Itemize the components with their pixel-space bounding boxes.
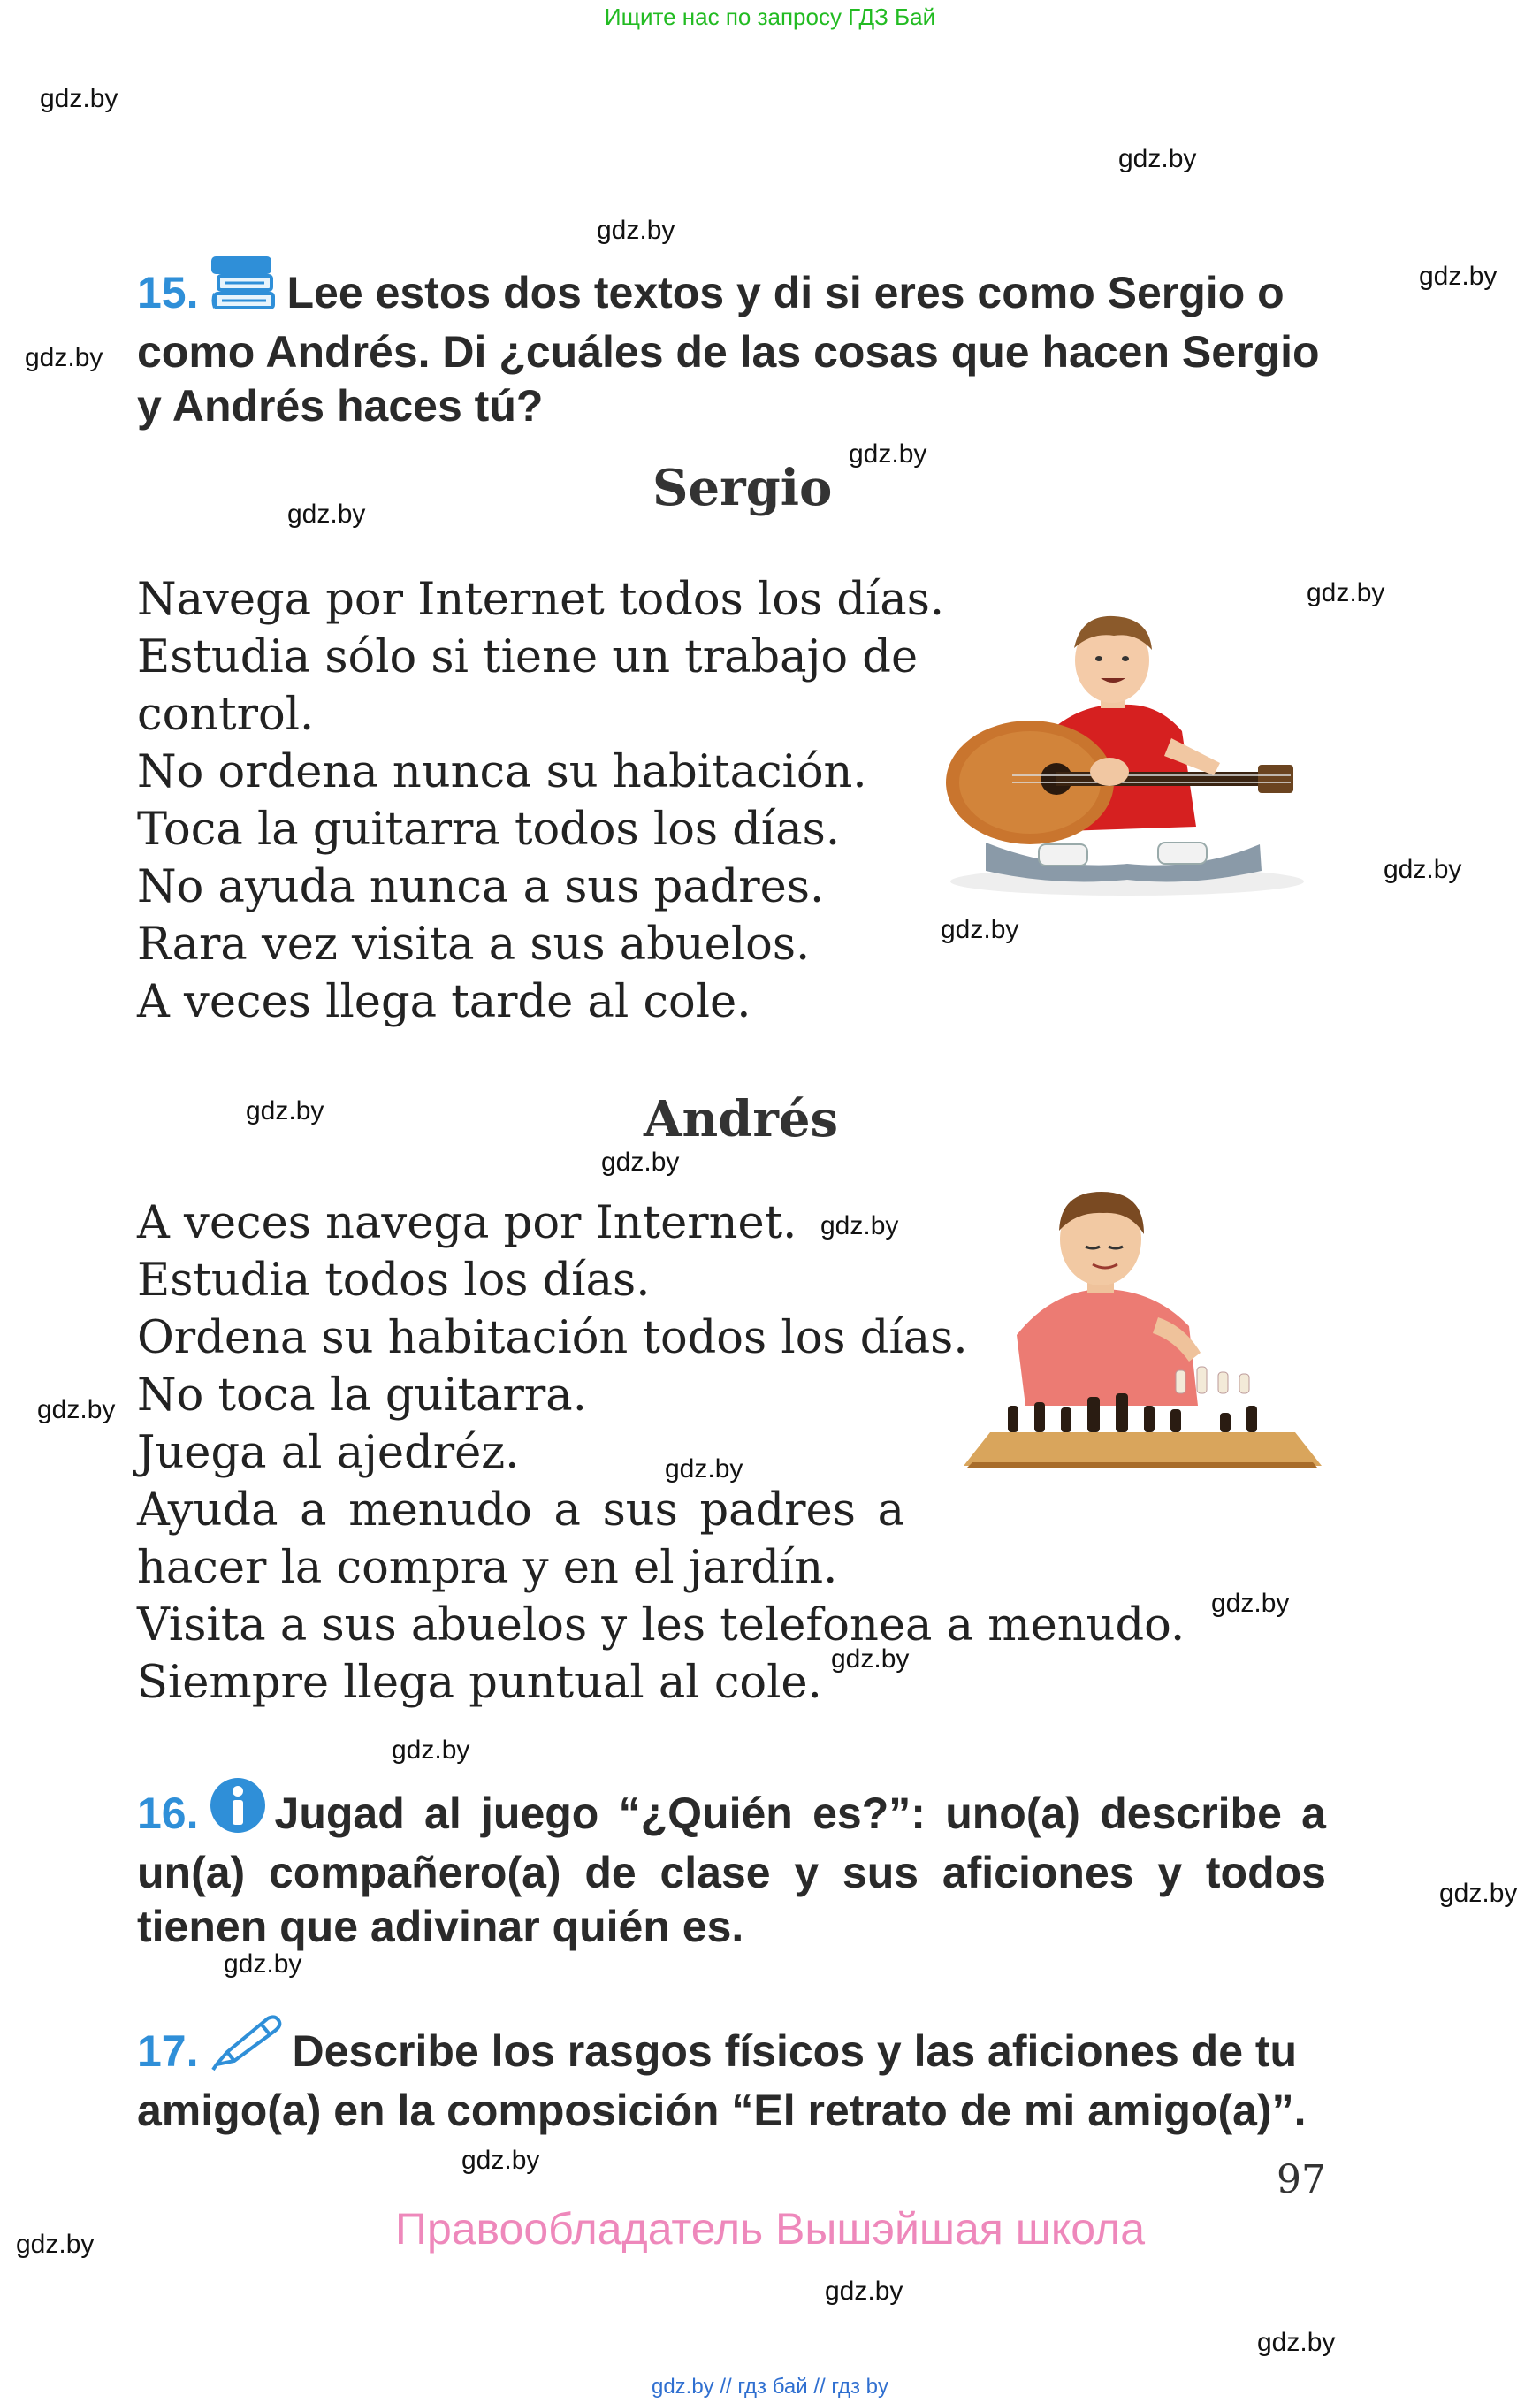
sergio-line: Rara vez visita a sus abuelos. (137, 919, 811, 971)
sergio-line: A veces llega tarde al cole. (137, 976, 751, 1028)
exercise-17-line-1 (137, 2013, 1326, 2084)
exercise-15-text-1: Lee estos dos textos y di si eres como Sergio o (286, 268, 1285, 317)
watermark: gdz.by (16, 2230, 95, 2259)
watermark: gdz.by (1118, 144, 1197, 173)
footer-links[interactable]: gdz.by // гдз бай // гдз by (651, 2375, 889, 2399)
books-icon (210, 255, 278, 325)
watermark: gdz.by (665, 1454, 743, 1484)
watermark: gdz.by (825, 2277, 903, 2306)
sergio-line: No ordena nunca su habitación. (137, 746, 867, 798)
watermark: gdz.by (1257, 2328, 1336, 2357)
top-banner: Ищите нас по запросу ГДЗ Бай (604, 4, 936, 30)
sergio-guitar-photo (933, 606, 1322, 897)
sergio-line: No ayuda nunca a sus padres. (137, 861, 825, 913)
exercise-16-line-2: un(a) compañero(a) de clase y sus aficiones y todos (137, 1848, 1326, 1897)
watermark: gdz.by (37, 1395, 116, 1424)
andres-line: Estudia todos los días. (137, 1255, 651, 1307)
andres-line: Siempre llega puntual al cole. (137, 1657, 822, 1709)
sergio-line: control. (137, 689, 315, 741)
exercise-15 (137, 255, 1326, 433)
andres-chess-photo (955, 1185, 1326, 1468)
andres-heading: Andrés (644, 1090, 838, 1148)
exercise-17-line-2: amigo(a) en la composición “El retrato de mi amigo(a)”. (137, 2086, 1307, 2135)
andres-line: hacer la compra y en el jardín. (137, 1542, 838, 1594)
andres-line: Juega al ajedréz. (137, 1427, 520, 1479)
watermark: gdz.by (1439, 1879, 1518, 1908)
rights-holder: Правообладатель Вышэйшая школа (395, 2204, 1145, 2254)
exercise-16-text-1: Jugad al juego “¿Quién es?”: uno(a) describe a (274, 1789, 1326, 1838)
page-number: 97 (1277, 2157, 1326, 2202)
watermark: gdz.by (1419, 262, 1498, 291)
watermark: gdz.by (1211, 1589, 1290, 1618)
exercise-17 (137, 2013, 1326, 2138)
exercise-15-line-2: como Andrés. Di ¿cuáles de las cosas que hacen Sergio (137, 327, 1320, 377)
watermark: gdz.by (941, 915, 1019, 944)
info-icon (210, 1777, 266, 1846)
exercise-16-line-3: tienen que adivinar quién es. (137, 1902, 744, 1951)
andres-line: Ordena su habitación todos los días. (137, 1312, 968, 1364)
watermark: gdz.by (831, 1644, 910, 1674)
exercise-16-line-1 (137, 1777, 1326, 1846)
watermark: gdz.by (1307, 578, 1385, 607)
watermark: gdz.by (1384, 855, 1462, 884)
watermark: gdz.by (246, 1096, 324, 1125)
watermark: gdz.by (25, 343, 103, 372)
sergio-line: Navega por Internet todos los días. (137, 574, 945, 626)
watermark: gdz.by (601, 1148, 680, 1177)
watermark: gdz.by (461, 2146, 540, 2175)
sergio-line: Toca la guitarra todos los días. (137, 804, 841, 856)
exercise-15-line-1 (137, 255, 1326, 325)
exercise-number: 17. (137, 2026, 199, 2076)
andres-line: Ayuda a menudo a sus padres a (137, 1484, 904, 1537)
sergio-text (137, 571, 944, 1031)
watermark: gdz.by (820, 1211, 899, 1240)
watermark: gdz.by (40, 84, 118, 113)
watermark: gdz.by (849, 439, 927, 469)
andres-line: No toca la guitarra. (137, 1369, 587, 1422)
andres-line: Visita a sus abuelos y les telefonea a menudo. (137, 1599, 1185, 1652)
watermark: gdz.by (224, 1949, 302, 1979)
exercise-17-text-1: Describe los rasgos físicos y las aficiones de tu (292, 2026, 1298, 2076)
sergio-line: Estudia sólo si tiene un trabajo de (137, 631, 919, 683)
watermark: gdz.by (287, 500, 366, 529)
watermark: gdz.by (392, 1736, 470, 1765)
watermark: gdz.by (597, 216, 675, 245)
exercise-16 (137, 1777, 1326, 1954)
pen-icon (210, 2013, 284, 2084)
exercise-number: 16. (137, 1789, 199, 1838)
exercise-15-line-3: y Andrés haces tú? (137, 381, 544, 431)
andres-line: A veces navega por Internet. (137, 1197, 797, 1249)
sergio-heading: Sergio (652, 459, 833, 517)
exercise-number: 15. (137, 268, 199, 317)
